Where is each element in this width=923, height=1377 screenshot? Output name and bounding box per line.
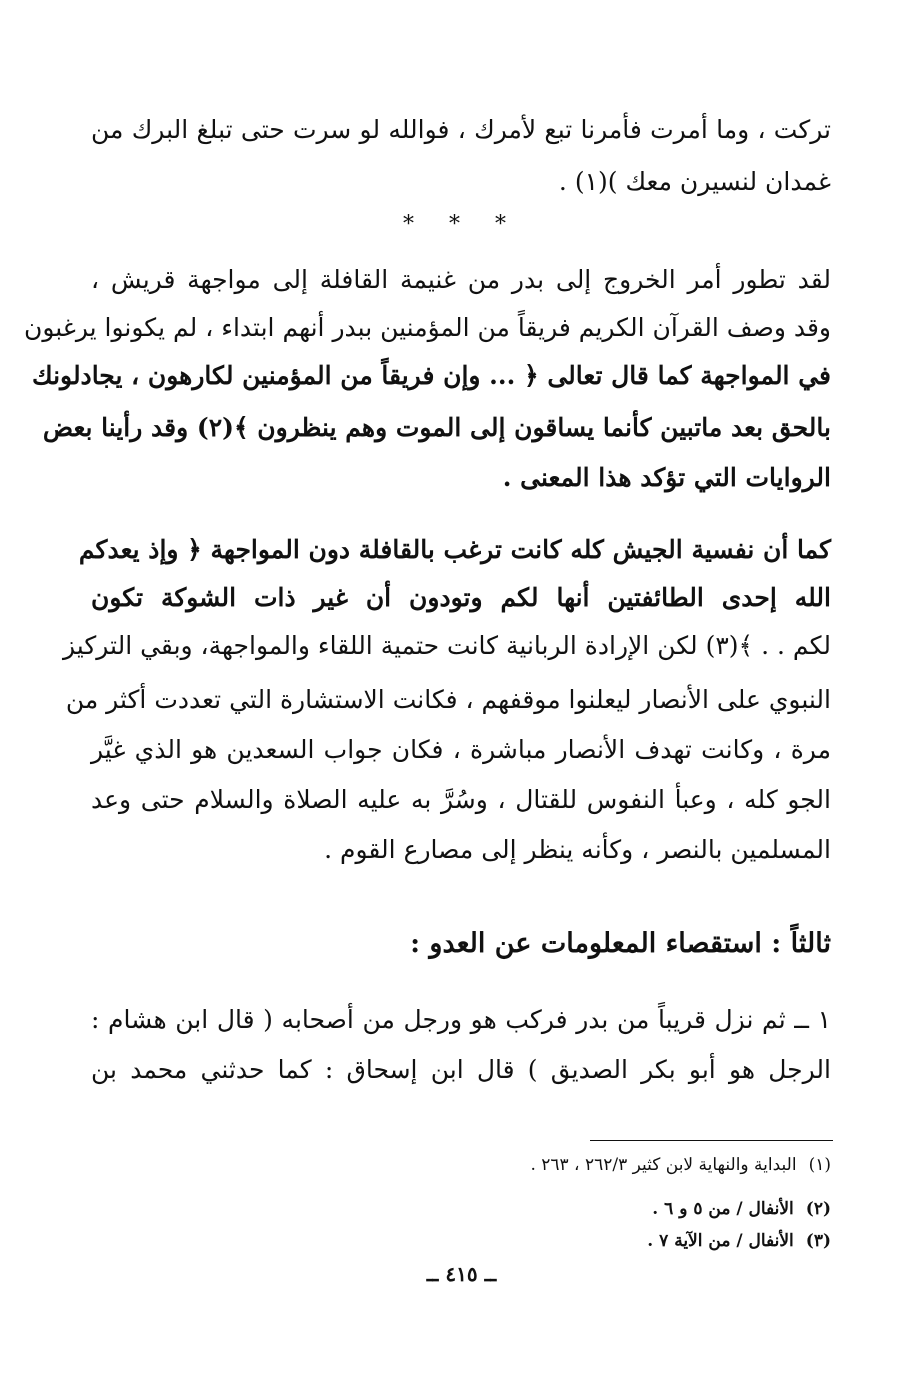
footnote-number: (٣) (805, 1231, 831, 1251)
footnote (652, 1196, 831, 1222)
text-line: الله إحدى الطائفتين أنها لكم وتودون أن غير ذات الشوكة تكون (91, 583, 831, 612)
section-heading: ثالثاً : استقصاء المعلومات عن العدو : (410, 928, 831, 959)
footnote (647, 1228, 831, 1254)
text-line: تركت ، وما أمرت فأمرنا تبع لأمرك ، فوالله لو سرت حتى تبلغ البرك من (91, 115, 831, 144)
text-line: كما أن نفسية الجيش كله كانت ترغب بالقافلة دون المواجهة ﴿ وإذ يعدكم (78, 535, 831, 564)
text-line: وقد وصف القرآن الكريم فريقاً من المؤمنين ببدر أنهم ابتداء ، لم يكونوا يرغبون (23, 313, 831, 342)
text-line: غمدان لنسيرن معك )(١) . (558, 167, 831, 196)
footnote-number: (٢) (805, 1199, 831, 1219)
text-line: الجو كله ، وعبأ النفوس للقتال ، وسُرَّ به عليه الصلاة والسلام حتى وعد (91, 785, 831, 814)
footnote-text: الأنفال / من الآية ٧ . (647, 1231, 794, 1251)
text-line: في المواجهة كما قال تعالى ﴿ ... وإن فريقاً من المؤمنين لكارهون ، يجادلونك (32, 361, 831, 390)
page-number: ــ ٤١٥ ــ (426, 1262, 497, 1286)
text-line: النبوي على الأنصار ليعلنوا موقفهم ، فكانت الاستشارة التي تعددت أكثر من (65, 685, 831, 714)
footnote-number: (١) (808, 1155, 831, 1175)
section-separator: * * * (403, 212, 520, 237)
text-line: بالحق بعد ماتبين كأنما يساقون إلى الموت وهم ينظرون ﴾(٢) وقد رأينا بعض (42, 413, 831, 442)
footnote (530, 1152, 831, 1178)
footnote-text: الأنفال / من ٥ و ٦ . (652, 1199, 794, 1219)
text-line: المسلمين بالنصر ، وكأنه ينظر إلى مصارع القوم . (324, 835, 831, 864)
text-line: الروايات التي تؤكد هذا المعنى . (502, 463, 831, 492)
text-line: لقد تطور أمر الخروج إلى بدر من غنيمة القافلة إلى مواجهة قريش ، (91, 265, 831, 294)
footnote-divider (590, 1140, 833, 1141)
text-line: الرجل هو أبو بكر الصديق ) قال ابن إسحاق : كما حدثني محمد بن (91, 1055, 831, 1084)
footnote-text: البداية والنهاية لابن كثير ٢٦٢/٣ ، ٢٦٣ . (530, 1155, 797, 1175)
text-line: ١ ــ ثم نزل قريباً من بدر فركب هو ورجل من أصحابه ( قال ابن هشام : (91, 1005, 831, 1034)
text-line: مرة ، وكانت تهدف الأنصار مباشرة ، فكان جواب السعدين هو الذي غيَّر (91, 735, 831, 764)
text-line: لكم . . ﴾(٣) لكن الإرادة الربانية كانت حتمية اللقاء والمواجهة، وبقي التركيز (63, 631, 831, 660)
